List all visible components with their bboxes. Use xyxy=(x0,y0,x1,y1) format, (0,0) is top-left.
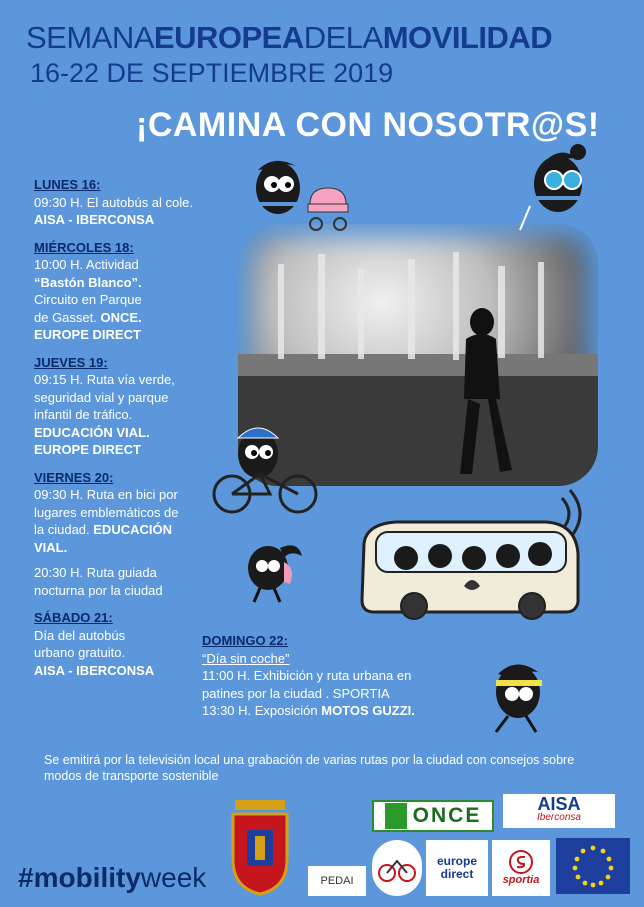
schedule xyxy=(34,176,214,689)
activity-line: urbano gratuito. xyxy=(34,645,126,660)
organizer: AISA - IBERCONSA xyxy=(34,212,155,227)
title-part: EUROPEA xyxy=(153,20,304,55)
activity-line: 11:00 H. Exhibición y ruta urbana en xyxy=(202,668,412,683)
slogan: ¡CAMINA CON NOSOTR@S! xyxy=(136,106,600,144)
day-thursday xyxy=(34,354,214,459)
aisa-logo-text: AISA xyxy=(537,794,581,814)
character-with-cane-icon xyxy=(518,140,598,232)
organizer: VIAL. xyxy=(34,539,68,555)
broadcast-note: Se emitirá por la televisión local una grabación de varias rutas por la ciudad con consejos sobre modos de transporte sostenible xyxy=(44,753,575,783)
aisa-logo-subtext: Iberconsa xyxy=(537,812,581,823)
europe-logo-text: europe xyxy=(436,854,477,868)
sportia-s-icon xyxy=(509,850,533,874)
day-title: VIERNES 20: xyxy=(34,469,114,485)
activity-line: Día del autobús xyxy=(34,627,126,643)
pedai-logo-text: PEDAI xyxy=(320,875,354,887)
activity-line xyxy=(34,309,214,327)
activity-line: infantil de tráfico. xyxy=(34,407,133,422)
activity-line: patines por la ciudad . SPORTIA xyxy=(202,685,390,701)
hashtag-part: week xyxy=(140,862,207,893)
day-sunday xyxy=(202,632,462,720)
event-title xyxy=(26,20,552,56)
organizer: MOTOS GUZZI. xyxy=(321,703,415,718)
day-wednesday xyxy=(34,239,214,344)
activity-name: “Bastón Blanco”. xyxy=(34,274,142,290)
activity-text: de Gasset. xyxy=(34,309,101,325)
organizer: EUROPE DIRECT xyxy=(34,327,141,342)
day-title: JUEVES 19: xyxy=(34,354,108,370)
city-crest-logo xyxy=(225,790,295,896)
hashtag-part: #mobility xyxy=(18,862,141,893)
activity-line: 20:30 H. Ruta guiada xyxy=(34,565,157,580)
activity-line: nocturna por la ciudad xyxy=(34,582,163,598)
sportia-logo-text: sportia xyxy=(502,874,540,886)
activity-line: 09:30 H. El autobús al cole. xyxy=(34,194,193,210)
europe-logo-text: direct xyxy=(440,867,474,881)
day-monday xyxy=(34,176,214,229)
activity-text: 13:30 H. Exposición xyxy=(202,703,322,718)
day-friday xyxy=(34,469,214,600)
cycling-club-logo xyxy=(372,840,422,896)
day-title: MIÉRCOLES 18: xyxy=(34,239,134,255)
organizer: EDUCACIÓN VIAL. xyxy=(34,424,150,440)
aisa-logo xyxy=(503,794,615,828)
day-title: DOMINGO 22: xyxy=(202,633,288,648)
runner-character-icon xyxy=(486,656,556,736)
once-logo-text: ONCE xyxy=(412,804,482,827)
organizer: ONCE. xyxy=(100,309,142,325)
eu-flag-logo xyxy=(556,838,630,894)
sportia-logo xyxy=(492,840,550,896)
activity-line xyxy=(202,702,462,720)
activity-line xyxy=(34,521,214,539)
cyclist-character-icon xyxy=(210,420,320,520)
title-part: DELA xyxy=(303,20,383,55)
sunday-subtitle: “Día sin coche” xyxy=(202,650,290,666)
title-part: MOVILIDAD xyxy=(382,20,553,55)
organizer: EUROPE DIRECT xyxy=(34,442,141,457)
activity-line: seguridad vial y parque xyxy=(34,389,169,405)
pedai-logo xyxy=(308,866,366,896)
day-title: SÁBADO 21: xyxy=(34,610,113,625)
activity-line: 09:15 H. Ruta vía verde, xyxy=(34,372,175,387)
organizer: EDUCACIÓN xyxy=(93,522,172,537)
event-dates: 16-22 DE SEPTIEMBRE 2019 xyxy=(30,58,394,88)
europe-direct-logo xyxy=(426,840,488,896)
activity-line: lugares emblemáticos de xyxy=(34,504,179,520)
day-title: LUNES 16: xyxy=(34,177,101,192)
activity-line: 09:30 H. Ruta en bici por xyxy=(34,487,178,502)
bus-icon xyxy=(356,484,586,622)
activity-line: Circuito en Parque xyxy=(34,292,142,307)
title-part: SEMANA xyxy=(26,20,154,55)
organizer: AISA - IBERCONSA xyxy=(34,662,155,678)
activity-line: 10:00 H. Actividad xyxy=(34,257,139,272)
once-figure-icon xyxy=(385,803,407,829)
character-with-stroller-icon xyxy=(244,152,354,238)
once-logo xyxy=(372,800,494,832)
day-saturday xyxy=(34,609,214,679)
hashtag xyxy=(18,862,206,894)
activity-text: la ciudad. xyxy=(34,522,94,537)
walking-character-icon xyxy=(240,540,310,606)
